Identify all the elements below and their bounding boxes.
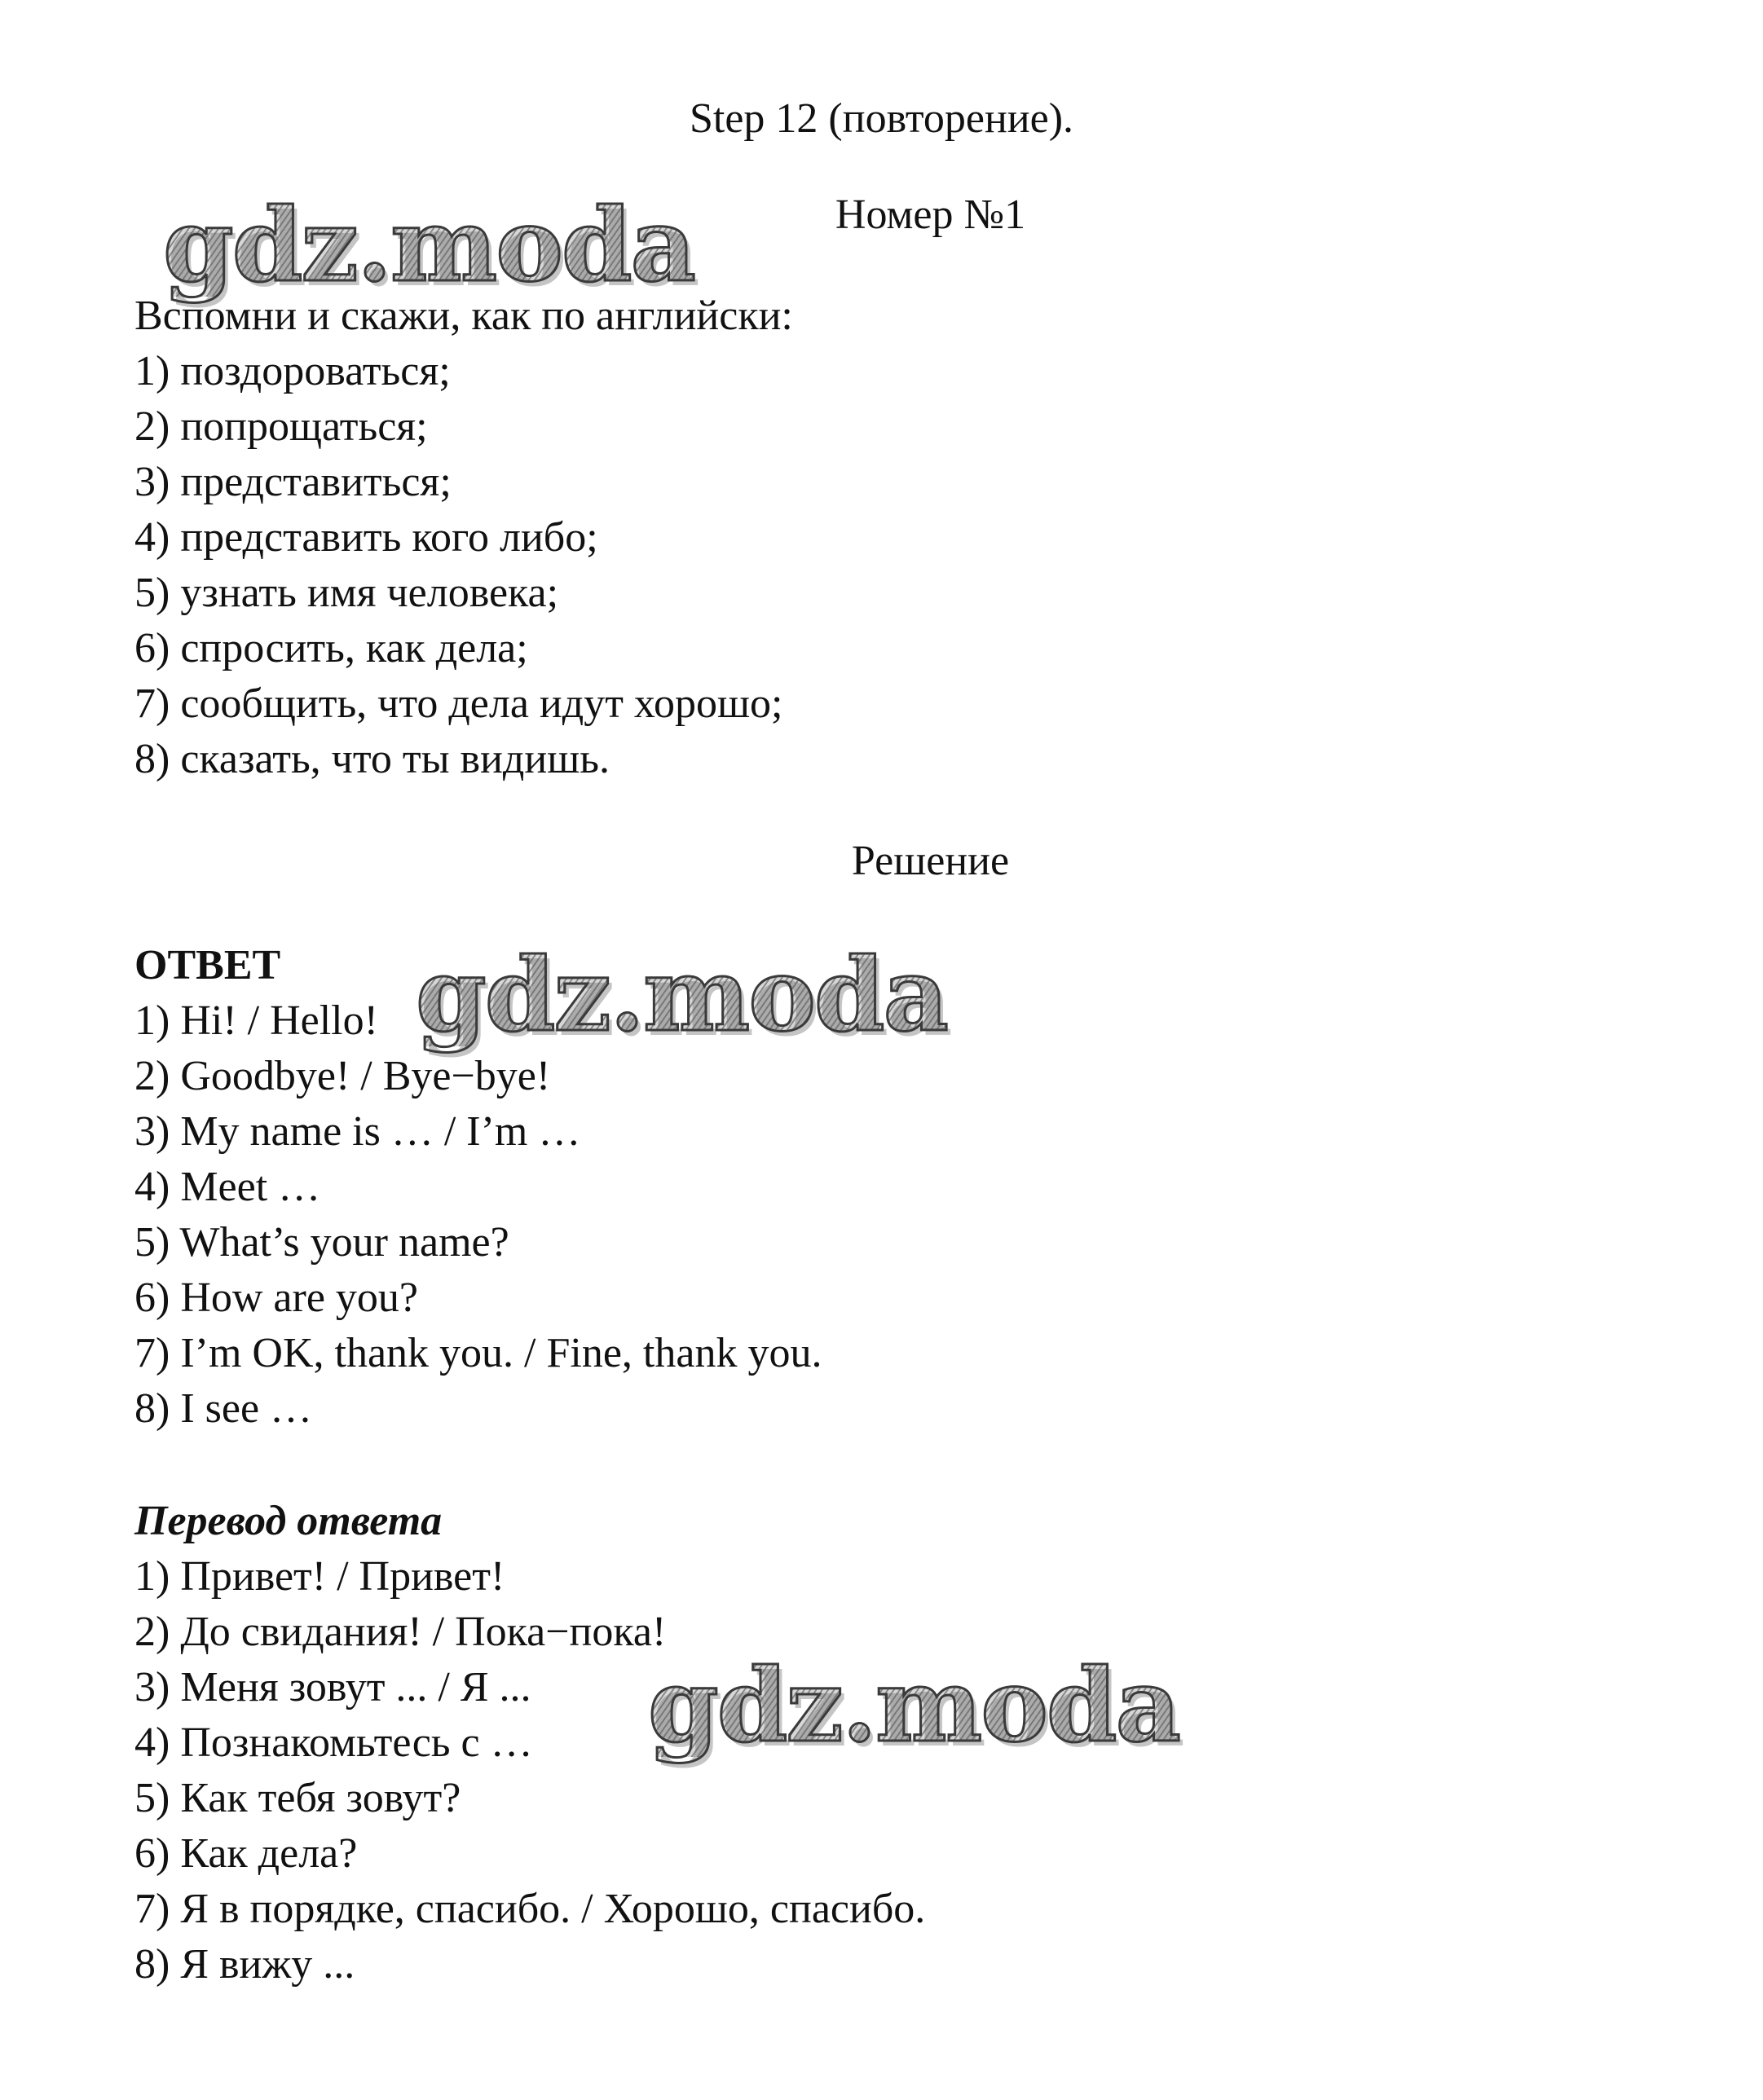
task-item: 2) попрощаться; xyxy=(134,403,428,450)
answer-heading: ОТВЕТ xyxy=(134,942,281,988)
translation-item: 1) Привет! / Привет! xyxy=(134,1553,505,1600)
task-item: 6) спросить, как дела; xyxy=(134,625,528,671)
translation-item: 8) Я вижу ... xyxy=(134,1941,355,1988)
watermark-bottom: gdz.moda xyxy=(648,1647,1179,1765)
task-item: 1) поздороваться; xyxy=(134,348,451,394)
task-item: 5) узнать имя человека; xyxy=(134,570,559,616)
task-instruction: Вспомни и скажи, как по английски: xyxy=(134,293,793,339)
translation-item: 2) До свидания! / Пока−пока! xyxy=(134,1609,667,1655)
answer-item: 7) I’m OK, thank you. / Fine, thank you. xyxy=(134,1330,822,1376)
task-block xyxy=(134,288,1683,787)
task-item: 4) представить кого либо; xyxy=(134,514,598,561)
answer-item: 1) Hi! / Hello! xyxy=(134,997,378,1044)
task-item: 7) сообщить, что дела идут хорошо; xyxy=(134,680,783,727)
translation-item: 5) Как тебя зовут? xyxy=(134,1775,461,1821)
task-item: 8) сказать, что ты видишь. xyxy=(134,736,610,782)
answer-item: 3) My name is … / I’m … xyxy=(134,1108,581,1155)
translation-item: 6) Как дела? xyxy=(134,1830,358,1877)
translation-heading: Перевод ответа xyxy=(134,1498,443,1544)
answer-item: 6) How are you? xyxy=(134,1275,418,1321)
task-item: 3) представиться; xyxy=(134,459,452,505)
answer-item: 4) Meet … xyxy=(134,1164,321,1210)
watermark-middle: gdz.moda xyxy=(416,936,947,1054)
answer-item: 8) I see … xyxy=(134,1385,313,1432)
step-title: Step 12 (повторение). xyxy=(689,95,1074,142)
translation-item: 4) Познакомьтесь с … xyxy=(134,1719,533,1766)
solution-heading: Решение xyxy=(851,838,1010,884)
translation-item: 3) Меня зовут ... / Я ... xyxy=(134,1664,531,1710)
answer-item: 5) What’s your name? xyxy=(134,1219,509,1266)
answer-item: 2) Goodbye! / Bye−bye! xyxy=(134,1053,551,1099)
task-number: Номер №1 xyxy=(835,192,1026,238)
watermark-top: gdz.moda xyxy=(163,187,694,305)
translation-item: 7) Я в порядке, спасибо. / Хорошо, спасибо. xyxy=(134,1886,926,1932)
